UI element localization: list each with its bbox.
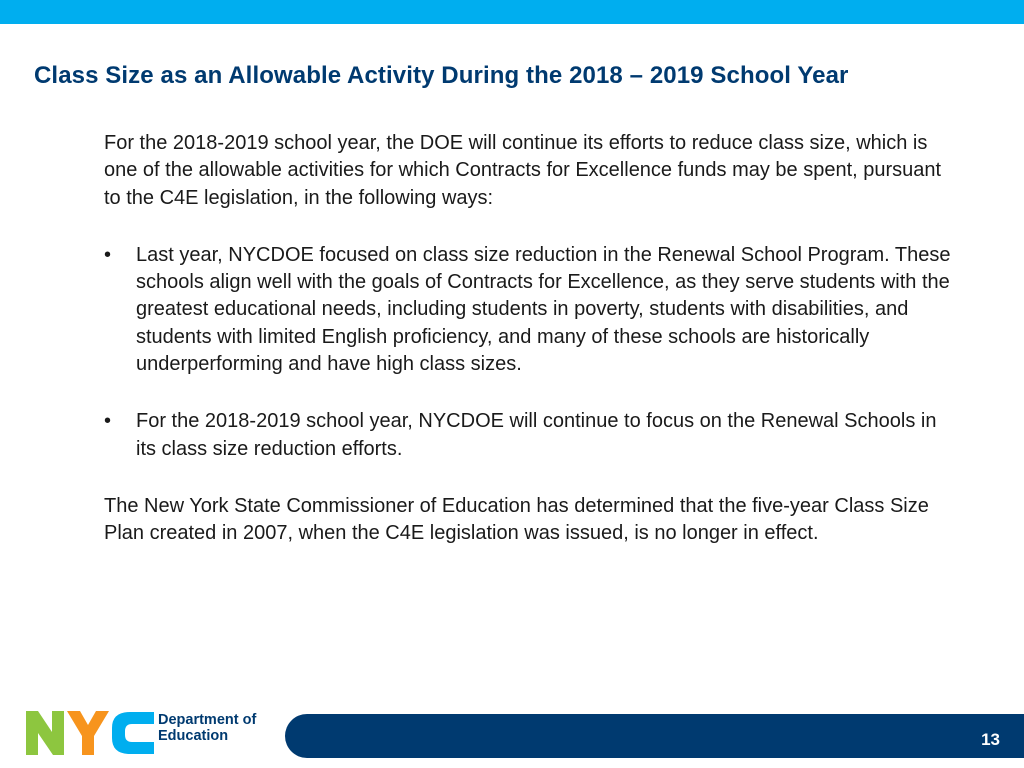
- bullet-marker: •: [104, 410, 112, 433]
- slide-title: Class Size as an Allowable Activity During the 2018 – 2019 School Year: [34, 62, 849, 89]
- bullet-item: [104, 408, 954, 463]
- logo-text: Department of Education: [158, 712, 257, 744]
- slide-body: [104, 130, 954, 548]
- bullet-item: [104, 242, 954, 378]
- intro-paragraph: For the 2018-2019 school year, the DOE will continue its efforts to reduce class size, which is one of the allowable activities for which Contracts for Excellence funds may be spent, pursuant to the C4E legislation, in the following ways:: [104, 132, 942, 209]
- page-number: 13: [981, 730, 1000, 749]
- closing-paragraph: The New York State Commissioner of Education has determined that the five-year Class Size Plan created in 2007, when the C4E legislation was issued, is no longer in effect.: [104, 494, 929, 545]
- top-accent-bar: [0, 0, 1024, 24]
- nyc-logo-letters: [26, 711, 154, 755]
- footer-bar: [285, 714, 1024, 758]
- bullet-text: For the 2018-2019 school year, NYCDOE will continue to focus on the Renewal Schools in its class size reduction efforts.: [136, 410, 937, 460]
- bullet-text: Last year, NYCDOE focused on class size reduction in the Renewal School Program. These schools align well with the goals of Contracts for Excellence, as they serve students with the greatest educational needs, including students in poverty, students with disabilities, and students with limited English proficiency, and many of these schools are historically underperforming and have high class sizes.: [136, 243, 951, 376]
- bullet-marker: •: [104, 243, 112, 266]
